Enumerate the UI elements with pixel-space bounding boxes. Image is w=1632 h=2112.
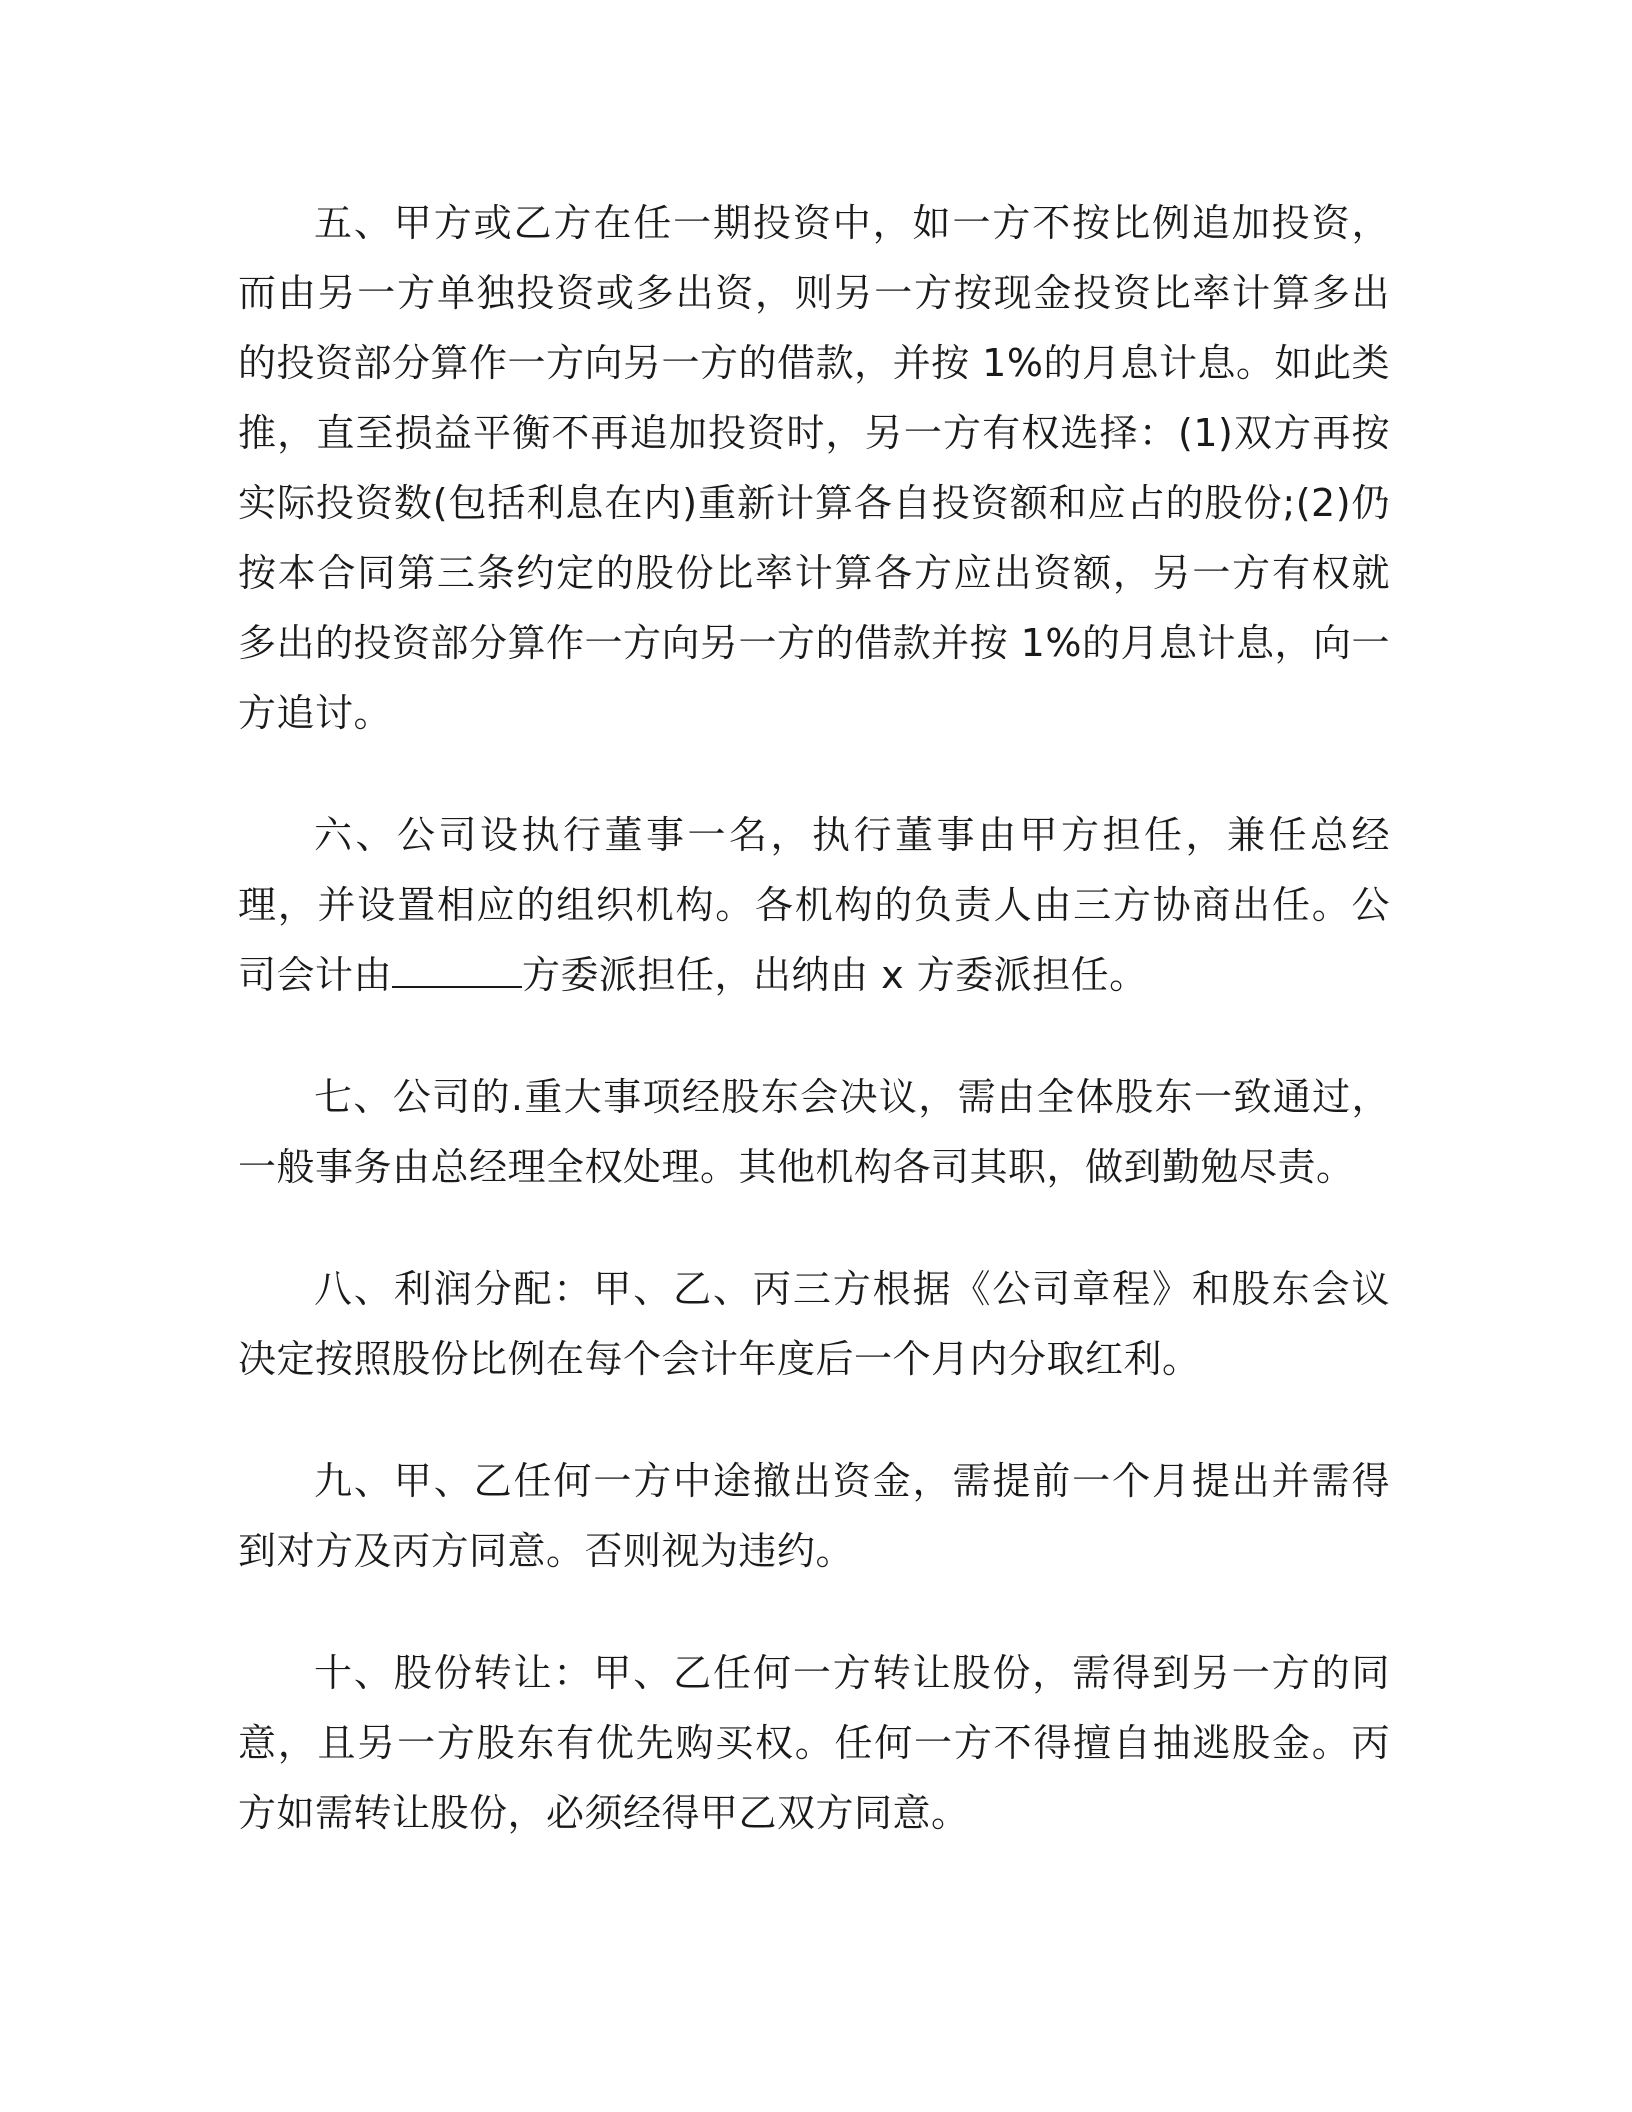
paragraph-8: 八、利润分配：甲、乙、丙三方根据《公司章程》和股东会议决定按照股份比例在每个会计年度后一个月内分取红利。 bbox=[238, 1267, 1390, 1381]
fill-in-blank bbox=[392, 946, 522, 988]
paragraph-9: 九、甲、乙任何一方中途撤出资金，需提前一个月提出并需得到对方及丙方同意。否则视为违约。 bbox=[238, 1459, 1390, 1573]
paragraph-7: 七、公司的.重大事项经股东会决议，需由全体股东一致通过，一般事务由总经理全权处理。其他机构各司其职，做到勤勉尽责。 bbox=[238, 1075, 1390, 1189]
paragraph-6-text-after: 方委派担任，出纳由 x 方委派担任。 bbox=[522, 953, 1148, 997]
paragraph-6-text-before: 六、公司设执行董事一名，执行董事由甲方担任，兼任总经理，并设置相应的组织机构。各机构的负责人由三方协商出任。公司会计由 bbox=[238, 813, 1390, 997]
paragraph-6 bbox=[238, 800, 1390, 1010]
document-body bbox=[238, 188, 1390, 1900]
paragraph-5: 五、甲方或乙方在任一期投资中，如一方不按比例追加投资，而由另一方单独投资或多出资，则另一方按现金投资比率计算多出的投资部分算作一方向另一方的借款，并按 1%的月息计息。如此类推，直至损益平衡不再追加投资时，另一方有权选择：(1)双方再按实际投资数(包括利息在内)重新计算各自投资额和应占的股份;(2)仍按本合同第三条约定的股份比率计算各方应出资额，另一方有权就多出的投资部分算作一方向另一方的借款并按 1%的月息计息，向一方追讨。 bbox=[238, 201, 1390, 735]
paragraph-10: 十、股份转让：甲、乙任何一方转让股份，需得到另一方的同意，且另一方股东有优先购买权。任何一方不得擅自抽逃股金。丙方如需转让股份，必须经得甲乙双方同意。 bbox=[238, 1651, 1390, 1835]
